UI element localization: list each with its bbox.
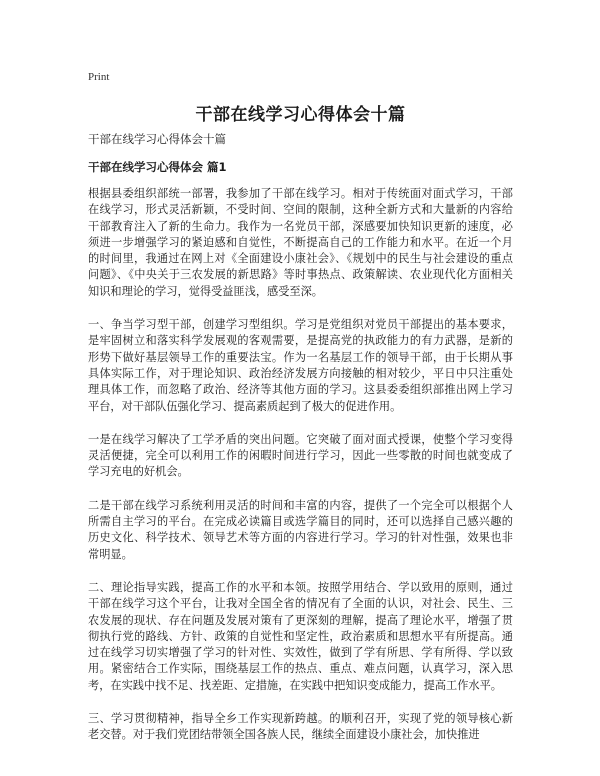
- paragraph-2: 一、争当学习型干部，创建学习型组织。学习是党组织对党员干部提出的基本要求，是牢固树立和落实科学发展观的客观需要，是提高党的执政能力的有力武器，是新的形势下做好基层领导工作的重要法宝。作为一名基层工作的领导干部，由于长期从事具体实际工作，对于理论知识、政治经济发展方向接触的相对较少，平日中只注重处理具体工作，而忽略了政治、经济等其他方面的学习。这县委委组织部推出网上学习平台，对干部队伍强化学习、提高素质起到了极大的促进作用。: [88, 318, 513, 413]
- paragraph-6: 三、学习贯彻精神，指导全乡工作实现新跨越。的顺利召开，实现了党的领导核心新老交替。对于我们党团结带领全国各族人民，继续全面建设小康社会，加快推进: [88, 712, 513, 742]
- paragraph-4: 二是干部在线学习系统利用灵活的时间和丰富的内容，提供了一个完全可以根据个人所需自主学习的平台。在完成必读篇目或选学篇目的同时，还可以选择自己感兴趣的历史文化、科学技术、领导艺术等方面的内容进行学习。学习的针对性强，效果也非常明显。: [88, 498, 513, 561]
- document-title: 干部在线学习心得体会十篇: [195, 105, 406, 125]
- section-heading: 干部在线学习心得体会 篇1: [88, 160, 227, 174]
- body-text: [88, 186, 513, 761]
- document-subtitle: 干部在线学习心得体会十篇: [88, 132, 226, 146]
- paragraph-5: 二、理论指导实践，提高工作的水平和本领。按照学用结合、学以致用的原则，通过干部在线学习这个平台，让我对全国全省的情况有了全面的认识，对社会、民生、三农发展的现状、存在问题及发展对策有了更深刻的理解，提高了理论水平，增强了贯彻执行党的路线、方针、政策的自觉性和坚定性，政治素质和思想水平有所提高。通过在线学习切实增强了学习的针对性、实效性，做到了学有所思、学有所得、学以致用。紧密结合工作实际，围绕基层工作的热点、重点、难点问题，认真学习，深入思考，在实践中找不足、找差距、定措施，在实践中把知识变成能力，提高工作水平。: [88, 580, 513, 692]
- print-label[interactable]: Print: [88, 71, 110, 83]
- paragraph-3: 一是在线学习解决了工学矛盾的突出问题。它突破了面对面式授课，使整个学习变得灵活便捷，完全可以利用工作的闲暇时间进行学习，因此一些零散的时间也就变成了学习充电的好机会。: [88, 432, 513, 479]
- paragraph-1: 根据县委组织部统一部署，我参加了干部在线学习。相对于传统面对面式学习，干部在线学习，形式灵活新颖，不受时间、空间的限制，这种全新方式和大量新的内容给干部教育注入了新的生命力。我作为一名党员干部，深感要加快知识更新的速度，必须进一步增强学习的紧迫感和自觉性，不断提高自己的工作能力和水平。在近一个月的时间里，我通过在网上对《全面建设小康社会》、《规划中的民生与社会建设的重点问题》、《中央关于三农发展的新思路》等时事热点、政策解读、农业现代化方面相关知识和理论的学习，觉得受益匪浅，感受至深。: [88, 187, 513, 298]
